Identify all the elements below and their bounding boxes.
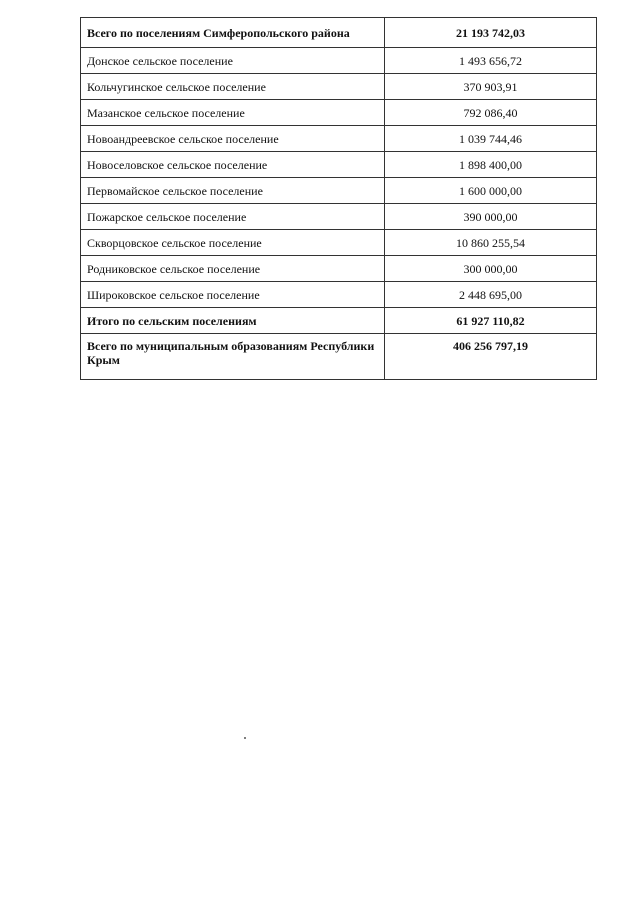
- table-row: [81, 256, 597, 282]
- settlement-name: Широковское сельское поселение: [81, 282, 385, 308]
- budget-table: [80, 17, 597, 380]
- settlement-name: Новоандреевское сельское поселение: [81, 126, 385, 152]
- grand-total-amount: 406 256 797,19: [385, 334, 597, 380]
- table-row: [81, 230, 597, 256]
- table-row: [81, 74, 597, 100]
- settlement-amount: 370 903,91: [385, 74, 597, 100]
- table-row: [81, 48, 597, 74]
- settlement-name: Всего по поселениям Симферопольского района: [81, 18, 385, 48]
- table-row: [81, 152, 597, 178]
- settlement-amount: 792 086,40: [385, 100, 597, 126]
- subtotal-amount: 61 927 110,82: [385, 308, 597, 334]
- table-row: [81, 100, 597, 126]
- settlement-amount: 390 000,00: [385, 204, 597, 230]
- subtotal-label: Итого по сельским поселениям: [81, 308, 385, 334]
- table-row: [81, 126, 597, 152]
- table-row: [81, 178, 597, 204]
- settlement-amount: 21 193 742,03: [385, 18, 597, 48]
- settlement-amount: 10 860 255,54: [385, 230, 597, 256]
- settlement-name: Родниковское сельское поселение: [81, 256, 385, 282]
- settlement-amount: 1 898 400,00: [385, 152, 597, 178]
- settlement-amount: 2 448 695,00: [385, 282, 597, 308]
- table-row: [81, 204, 597, 230]
- settlement-amount: 1 493 656,72: [385, 48, 597, 74]
- settlement-amount: 300 000,00: [385, 256, 597, 282]
- settlement-name: Донское сельское поселение: [81, 48, 385, 74]
- settlement-name: Пожарское сельское поселение: [81, 204, 385, 230]
- table-row-grand-total: [81, 334, 597, 380]
- settlement-name: Скворцовское сельское поселение: [81, 230, 385, 256]
- grand-total-label: Всего по муниципальным образованиям Республики Крым: [81, 334, 385, 380]
- settlement-name: Мазанское сельское поселение: [81, 100, 385, 126]
- settlement-name: Первомайское сельское поселение: [81, 178, 385, 204]
- table-row-subtotal: [81, 308, 597, 334]
- settlement-name: Новоселовское сельское поселение: [81, 152, 385, 178]
- table-row: [81, 282, 597, 308]
- scan-speck: [244, 737, 246, 739]
- settlement-name: Кольчугинское сельское поселение: [81, 74, 385, 100]
- table-row: [81, 18, 597, 48]
- settlement-amount: 1 039 744,46: [385, 126, 597, 152]
- settlement-amount: 1 600 000,00: [385, 178, 597, 204]
